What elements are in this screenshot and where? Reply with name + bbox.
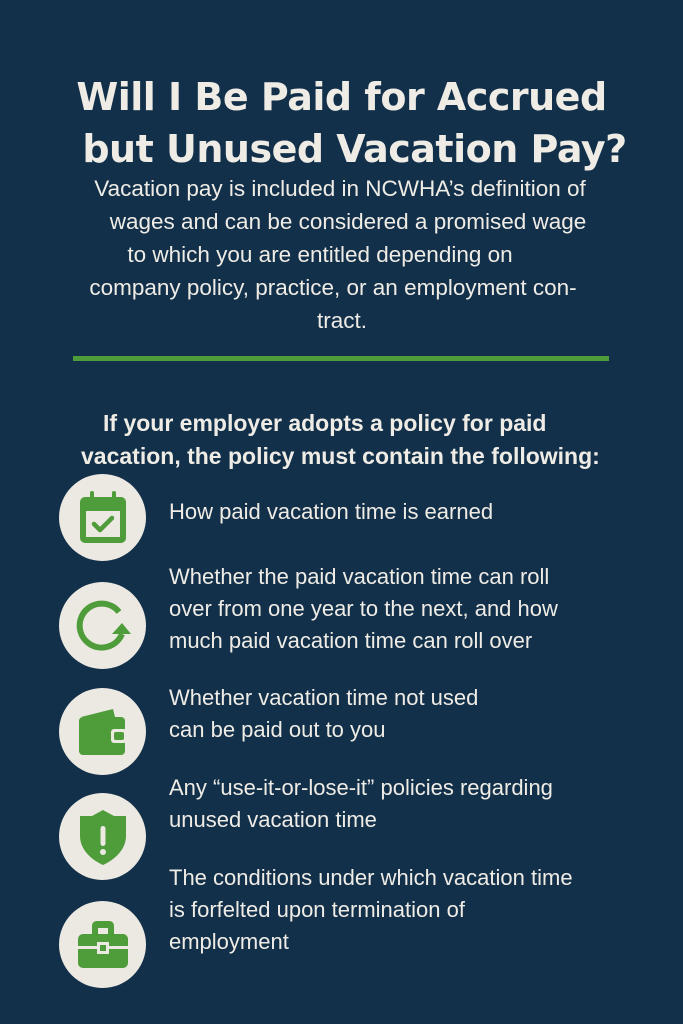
list-item-text: can be paid out to you	[169, 717, 386, 742]
section-heading	[60, 407, 660, 473]
list-item-text: employment	[169, 929, 289, 954]
intro-line: Vacation pay is included in NCWHA’s definition of	[94, 176, 586, 201]
list-item	[169, 682, 639, 746]
intro-line: wages and can be considered a promised wage	[109, 209, 587, 234]
briefcase-icon	[59, 901, 146, 988]
intro-paragraph	[60, 172, 620, 337]
list-item	[169, 862, 639, 958]
list-item-text: How paid vacation time is earned	[169, 499, 494, 524]
calendar-check-icon	[59, 474, 146, 561]
shield-alert-icon	[59, 793, 146, 880]
intro-line: tract.	[316, 308, 367, 333]
title-line-1: Will I Be Paid for Accrued	[76, 75, 607, 120]
section-divider	[73, 356, 609, 361]
list-item-text: Any “use-it-or-lose-it” policies regarding	[169, 775, 553, 800]
rollover-arrow-icon	[59, 582, 146, 669]
section-heading-line-2: vacation, the policy must contain the following:	[81, 443, 600, 470]
list-item-text: is forfelted upon termination of	[169, 897, 465, 922]
list-item-text: much paid vacation time can roll over	[169, 628, 533, 653]
title-line-2: but Unused Vacation Pay?	[82, 127, 627, 172]
intro-line: to which you are entitled depending on	[127, 242, 513, 267]
list-item-text: The conditions under which vacation time	[169, 865, 573, 890]
page-title	[0, 71, 683, 175]
list-item	[169, 561, 639, 657]
section-heading-line-1: If your employer adopts a policy for paid	[103, 410, 547, 437]
wallet-icon	[59, 688, 146, 775]
list-item-text: Whether the paid vacation time can roll	[169, 564, 550, 589]
list-item-text: unused vacation time	[169, 807, 377, 832]
list-item-text: Whether vacation time not used	[169, 685, 479, 710]
list-item	[169, 772, 639, 836]
intro-line: company policy, practice, or an employment con-	[89, 275, 577, 300]
list-item-text: over from one year to the next, and how	[169, 596, 558, 621]
list-item	[169, 496, 639, 528]
